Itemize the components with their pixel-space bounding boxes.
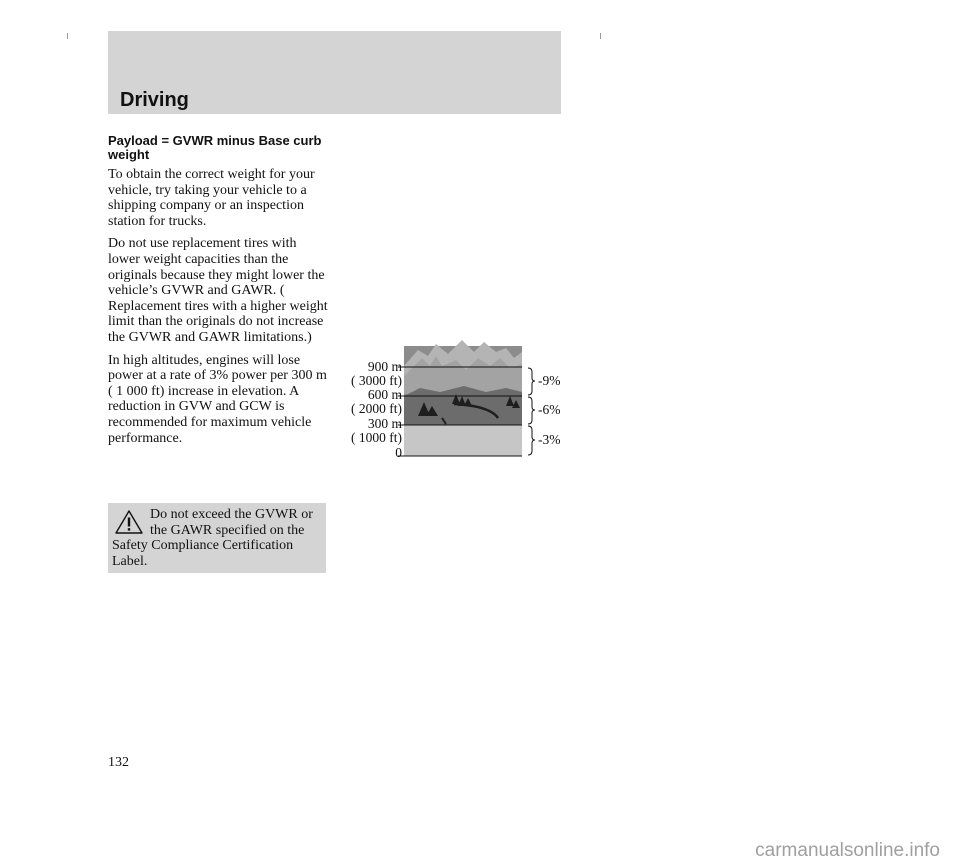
- warning-text: Do not exceed the GVWR or the GAWR specified on the Safety Compliance Certification Label.: [112, 507, 313, 569]
- crop-mark: [600, 33, 601, 39]
- paragraph-weight: To obtain the correct weight for your vehicle, try taking your vehicle to a shipping company or an inspection station for trucks.: [108, 167, 315, 229]
- payload-subheading: Payload = GVWR minus Base curb weight: [108, 133, 322, 162]
- ground-band: [404, 425, 522, 456]
- elevation-300-feet: ( 1000 ft): [351, 430, 402, 445]
- paragraph-altitude: In high altitudes, engines will lose power at a rate of 3% power per 300 m ( 1 000 ft) increase in elevation. A reduction in GVW and GCW is recommended for maximum vehicle performance.: [108, 352, 327, 446]
- watermark: carmanualsonline.info: [755, 840, 940, 861]
- elevation-600-meters: 600 m: [367, 387, 402, 402]
- brace-300-0: [528, 426, 535, 455]
- elevation-900-meters: 900 m: [367, 359, 402, 374]
- power-loss-3: -3%: [538, 432, 561, 447]
- section-title: Driving: [120, 89, 189, 111]
- elevation-0: 0: [395, 445, 402, 460]
- brace-600-300: [528, 397, 535, 424]
- body-text-column: [108, 134, 330, 453]
- section-header: [108, 31, 561, 114]
- elevation-600-feet: ( 2000 ft): [351, 401, 402, 416]
- power-loss-9: -9%: [538, 373, 561, 388]
- brace-900-600: [528, 368, 535, 395]
- warning-triangle-icon: [114, 509, 144, 535]
- paragraph-tires: Do not use replacement tires with lower weight capacities than the originals because they might lower the vehicle’s GVWR and GAWR. ( Replacement tires with a higher weight limit than the originals do not increase the GVWR and GAWR limitations.): [108, 236, 328, 345]
- warning-box: [108, 503, 326, 573]
- power-loss-6: -6%: [538, 402, 561, 417]
- page-number: 132: [108, 755, 129, 770]
- altitude-illustration: [340, 336, 572, 464]
- elevation-900-feet: ( 3000 ft): [351, 373, 402, 388]
- crop-mark: [67, 33, 68, 39]
- elevation-300-meters: 300 m: [367, 416, 402, 431]
